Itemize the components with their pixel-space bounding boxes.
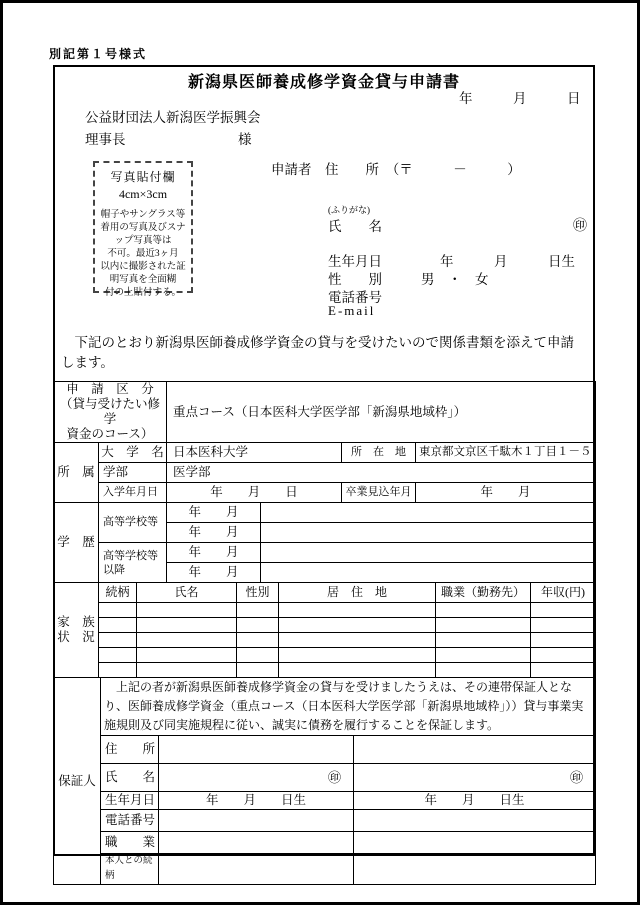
- photo-box-note: [95, 209, 191, 300]
- guarantor-phone-label: 電話番号: [101, 810, 159, 832]
- affiliation-table: [53, 442, 596, 503]
- applicant-name-label: 氏 名: [328, 219, 382, 234]
- guarantor2-address: [354, 736, 596, 764]
- family-header-name: 氏名: [137, 583, 237, 603]
- email-label: E-mail: [328, 303, 376, 318]
- guarantor1-job: [159, 832, 354, 854]
- category-value: 重点コース（日本医科大学医学部「新潟県地域枠」）: [167, 382, 596, 443]
- guarantor-table: [53, 677, 596, 885]
- applicant-birth-line: [328, 250, 575, 270]
- application-statement: 下記のとおり新潟県医師養成修学資金の貸与を受けたいので関係書類を添えて申請します。: [61, 335, 574, 370]
- guarantor-birth-label: 生年月日: [101, 792, 159, 810]
- guarantor2-relation: [354, 854, 596, 885]
- education-entry-cell: [261, 523, 596, 543]
- family-header-income: 年収(円): [531, 583, 596, 603]
- recipient-org: 公益財団法人新潟医学振興会: [85, 110, 261, 125]
- family-header-relation: 続柄: [99, 583, 137, 603]
- graduation-value: 年 月: [416, 483, 596, 503]
- family-header-gender: 性別: [237, 583, 279, 603]
- form-title: 新潟県医師養成修学資金貸与申請書: [187, 74, 460, 91]
- furigana-label: (ふりがな): [328, 205, 370, 215]
- photo-box: [93, 161, 193, 298]
- guarantor2-phone: [354, 810, 596, 832]
- location-value: 東京都文京区千駄木１丁目１－５: [416, 443, 596, 463]
- applicant-address-line: 申請者 住 所 （〒 － ）: [271, 162, 521, 177]
- education-date: 年 月: [167, 563, 261, 583]
- honorific: 様: [238, 132, 252, 147]
- family-label: 家 族 状 況: [54, 583, 99, 678]
- university-label: 大 学 名: [99, 443, 167, 463]
- guarantor1-address: [159, 736, 354, 764]
- faculty-value: 医学部: [167, 463, 596, 483]
- guarantor1-phone: [159, 810, 354, 832]
- phone-label: 電話番号: [328, 290, 382, 305]
- highschool-label: 高等学校等: [99, 503, 167, 543]
- family-row: [54, 603, 596, 618]
- photo-note-line: 不可。最近3ヶ月: [107, 249, 179, 259]
- admission-value: 年 月 日: [167, 483, 342, 503]
- photo-note-line: 以内に撮影された証: [100, 262, 186, 272]
- category-label: 申 請 区 分 （貸与受けたい修学 資金のコース）: [54, 382, 167, 443]
- seal-mark: ㊞: [573, 219, 587, 234]
- guarantor-name-label: 氏 名: [101, 764, 159, 792]
- guarantor-relation-label: 本人との続柄: [101, 854, 159, 885]
- family-table: [53, 582, 596, 678]
- category-table: [53, 381, 596, 443]
- photo-note-line: 着用の写真及びスナ: [100, 223, 186, 233]
- application-form-box: [53, 65, 595, 881]
- education-entry-cell: [261, 503, 596, 523]
- photo-note-line: 明写真を全面糊: [109, 275, 177, 285]
- university-value: 日本医科大学: [167, 443, 342, 463]
- education-entry-cell: [261, 563, 596, 583]
- education-label: 学 歴: [54, 503, 99, 583]
- admission-label: 入学年月日: [99, 483, 167, 503]
- family-row: [54, 648, 596, 663]
- photo-note-line: 帽子やサングラス等: [100, 210, 186, 220]
- education-table: [53, 502, 596, 583]
- form-number: 別記第１号様式: [49, 47, 148, 61]
- birth-date-label: 生年月日: [328, 254, 382, 269]
- family-row: [54, 633, 596, 648]
- gender-value: 男 ・ 女: [421, 272, 489, 287]
- guarantor-address-label: 住 所: [101, 736, 159, 764]
- affiliation-label: 所 属: [54, 443, 99, 503]
- guarantor2-job: [354, 832, 596, 854]
- photo-box-title: 写真貼付欄: [110, 170, 176, 184]
- guarantor2-seal: ㊞: [354, 764, 596, 792]
- family-row: [54, 663, 596, 678]
- family-header-residence: 居 住 地: [279, 583, 436, 603]
- family-row: [54, 618, 596, 633]
- recipient-title-line: [85, 128, 252, 148]
- date-line: 年 月 日: [459, 91, 581, 106]
- guarantor1-birth: 年 月 日生: [159, 792, 354, 810]
- education-date: 年 月: [167, 543, 261, 563]
- education-date: 年 月: [167, 523, 261, 543]
- location-label: 所 在 地: [342, 443, 416, 463]
- guarantor-statement: 上記の者が新潟県医師養成修学資金の貸与を受けましたうえは、その連帯保証人となり、医師養成修学資金（重点コース（日本医科大学医学部「新潟県地域枠」））貸与事業実施規則及び同実施規程に従い、誠実に債務を履行することを保証します。: [101, 678, 596, 736]
- after-highschool-label: 高等学校等以降: [99, 543, 167, 583]
- photo-note-line: 付の上貼付する。: [104, 288, 181, 298]
- guarantor-label: 保証人: [54, 678, 101, 885]
- photo-box-size: 4cm×3cm: [118, 187, 168, 201]
- gender-label: 性 別: [328, 272, 382, 287]
- applicant-name-line: [328, 215, 587, 235]
- graduation-label: 卒業見込年月: [342, 483, 416, 503]
- faculty-label: 学部: [99, 463, 167, 483]
- guarantor1-relation: [159, 854, 354, 885]
- education-entry-cell: [261, 543, 596, 563]
- guarantor1-seal: ㊞: [159, 764, 354, 792]
- guarantor2-birth: 年 月 日生: [354, 792, 596, 810]
- applicant-gender-line: [328, 268, 489, 288]
- education-date: 年 月: [167, 503, 261, 523]
- guarantor-job-label: 職 業: [101, 832, 159, 854]
- photo-note-line: ップ写真等は: [114, 236, 172, 246]
- birth-date-value: 年 月 日生: [440, 254, 575, 269]
- form-tables: [53, 381, 595, 885]
- recipient-title: 理事長: [85, 132, 126, 147]
- family-header-job: 職業（勤務先）: [436, 583, 531, 603]
